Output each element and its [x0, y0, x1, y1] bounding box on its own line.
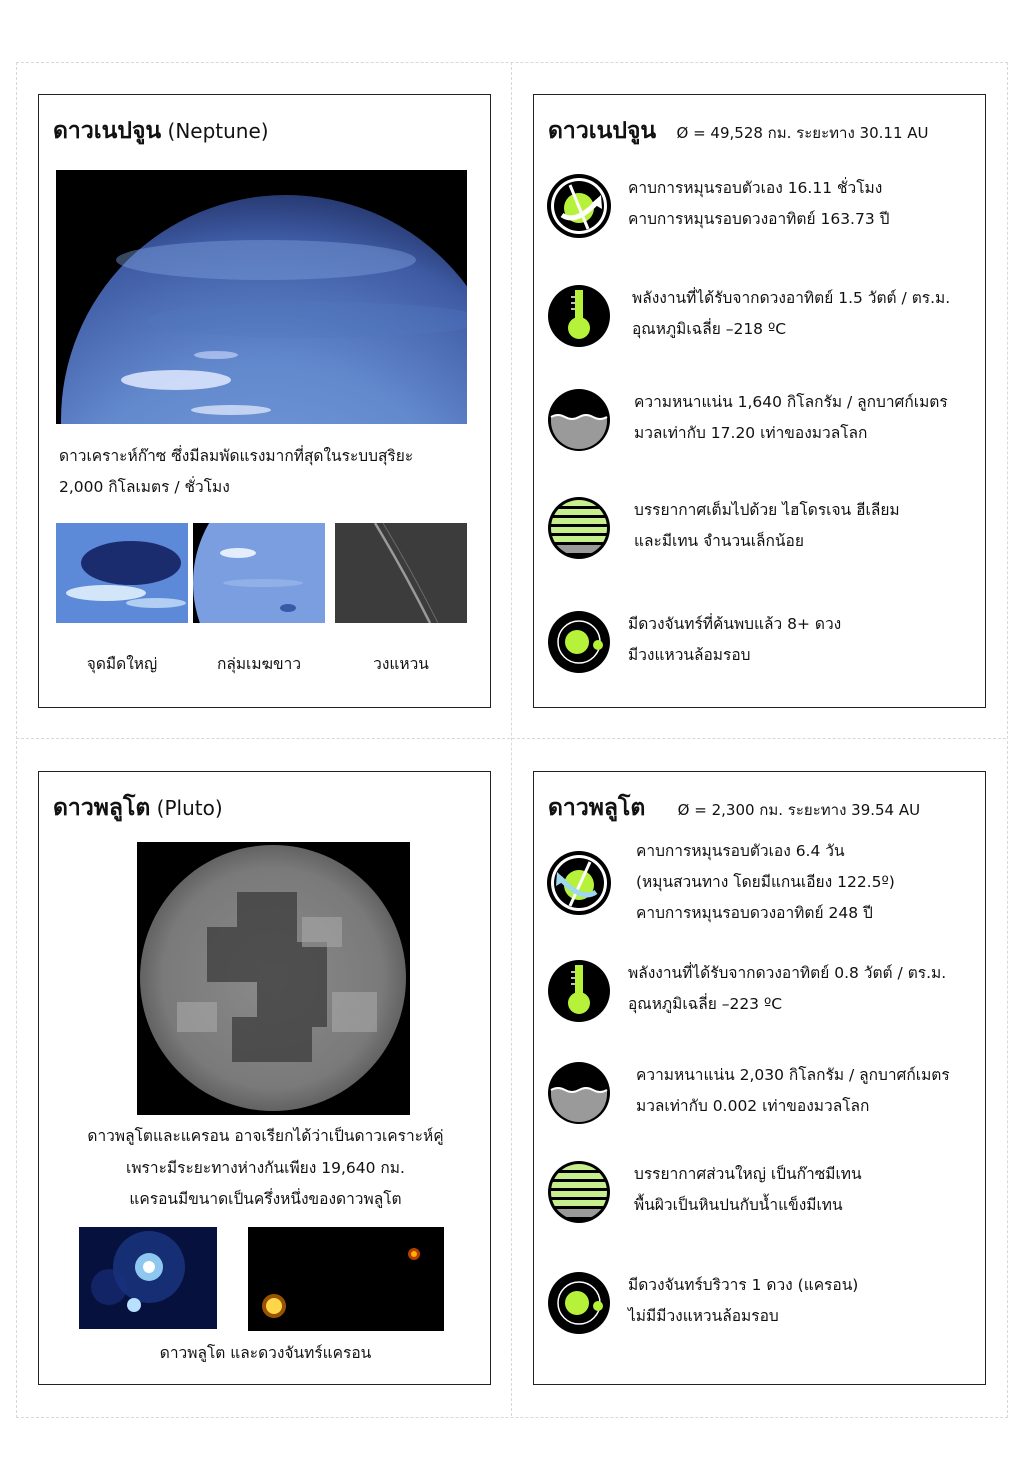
card-title [548, 113, 929, 149]
pluto-main-image [137, 842, 410, 1115]
title-thai: ดาวพลูโต [548, 795, 646, 821]
card-title [53, 113, 269, 149]
white-clouds-image [193, 523, 325, 623]
fact-row [546, 173, 981, 243]
fact-text [634, 1159, 862, 1221]
atmosphere-icon [546, 495, 612, 561]
fact-line: พลังงานที่ได้รับจากดวงอาทิตย์ 1.5 วัตต์ / ตร.ม. [632, 289, 951, 307]
fact-text [628, 609, 841, 671]
neptune-description [59, 441, 413, 503]
pluto-description [39, 1121, 492, 1216]
density-icon [546, 387, 612, 453]
neptune-facts-card [533, 94, 986, 708]
rings-image [335, 523, 467, 623]
fact-line: ไม่มีมีวงแหวนล้อมรอบ [628, 1307, 779, 1325]
fact-text [628, 1270, 858, 1332]
pluto-charon-color-image [248, 1227, 444, 1331]
fact-row [546, 842, 981, 950]
fact-row [546, 1159, 981, 1229]
fact-line: คาบการหมุนรอบดวงอาทิตย์ 248 ปี [636, 904, 873, 922]
fact-line: คาบการหมุนรอบตัวเอง 16.11 ชั่วโมง [628, 179, 883, 197]
desc-line: ดาวพลูโตและแครอน อาจเรียกได้ว่าเป็นดาวเคราะห์คู่ [87, 1127, 444, 1145]
fact-line: คาบการหมุนรอบตัวเอง 6.4 วัน [636, 842, 845, 860]
desc-line: 2,000 กิโลเมตร / ชั่วโมง [59, 478, 230, 496]
fact-row [546, 1060, 981, 1130]
desc-line: แครอนมีขนาดเป็นครึ่งหนึ่งของดาวพลูโต [129, 1190, 402, 1208]
fact-line: อุณหภูมิเฉลี่ย –218 ºC [632, 320, 787, 338]
title-thai: ดาวพลูโต [53, 795, 151, 821]
neptune-main-image [56, 170, 467, 424]
fact-line: พื้นผิวเป็นหินปนกับน้ำแข็งมีเทน [634, 1196, 843, 1214]
thumb-caption: ดาวพลูโต และดวงจันทร์แครอน [159, 1344, 372, 1362]
fact-row [546, 609, 981, 679]
fact-row [546, 387, 981, 457]
fact-line: ความหนาแน่น 2,030 กิโลกรัม / ลูกบาศก์เมตร [636, 1066, 950, 1084]
fact-line: มวลเท่ากับ 17.20 เท่าของมวลโลก [634, 424, 868, 442]
fact-text [636, 1060, 950, 1122]
fact-row [546, 495, 981, 565]
fact-text [634, 387, 948, 449]
fact-row [546, 283, 981, 353]
thermometer-icon [546, 958, 612, 1024]
thumb-caption: จุดมืดใหญ่ [86, 655, 158, 673]
cut-line-horizontal [16, 738, 1006, 739]
fact-line: มีวงแหวนล้อมรอบ [628, 646, 751, 664]
title-thai: ดาวเนปจูน [548, 118, 657, 144]
atmosphere-icon [546, 1159, 612, 1225]
fact-line: บรรยากาศส่วนใหญ่ เป็นก๊าซมีเทน [634, 1165, 862, 1183]
desc-line: เพราะมีระยะทางห่างกันเพียง 19,640 กม. [126, 1158, 405, 1177]
title-english: (Neptune) [167, 119, 269, 143]
neptune-photo-card [38, 94, 491, 708]
pluto-charon-hubble-image [79, 1227, 217, 1329]
fact-text [636, 836, 895, 929]
fact-text [634, 495, 900, 557]
moon-orbit-icon [546, 1270, 612, 1336]
density-icon [546, 1060, 612, 1126]
fact-text [632, 283, 950, 345]
thumb-caption: กลุ่มเมฆขาว [216, 655, 302, 673]
fact-row [546, 958, 981, 1028]
great-dark-spot-image [56, 523, 188, 623]
fact-line: มีดวงจันทร์บริวาร 1 ดวง (แครอน) [628, 1276, 859, 1294]
title-english: (Pluto) [156, 796, 223, 820]
pluto-photo-card [38, 771, 491, 1385]
fact-text [628, 958, 946, 1020]
fact-line: มีดวงจันทร์ที่ค้นพบแล้ว 8+ ดวง [628, 615, 842, 633]
fact-row [546, 1270, 981, 1340]
card-title [548, 790, 920, 826]
size-distance: Ø = 49,528 กม. ระยะทาง 30.11 AU [676, 124, 929, 142]
thumb-caption: วงแหวน [373, 655, 429, 673]
size-distance: Ø = 2,300 กม. ระยะทาง 39.54 AU [677, 801, 921, 819]
fact-line: บรรยากาศเต็มไปด้วย ไฮโดรเจน ฮีเลียม [634, 501, 900, 519]
title-thai: ดาวเนปจูน [53, 118, 162, 144]
card-title [53, 790, 223, 826]
rotation-icon [546, 850, 612, 916]
fact-line: มวลเท่ากับ 0.002 เท่าของมวลโลก [636, 1097, 870, 1115]
fact-line: ความหนาแน่น 1,640 กิโลกรัม / ลูกบาศก์เมตร [634, 393, 948, 411]
moon-orbit-icon [546, 609, 612, 675]
fact-line: พลังงานที่ได้รับจากดวงอาทิตย์ 0.8 วัตต์ / ตร.ม. [628, 964, 947, 982]
thermometer-icon [546, 283, 612, 349]
rotation-icon [546, 173, 612, 239]
pluto-facts-card [533, 771, 986, 1385]
fact-line: คาบการหมุนรอบดวงอาทิตย์ 163.73 ปี [628, 210, 890, 228]
desc-line: ดาวเคราะห์ก๊าซ ซึ่งมีลมพัดแรงมากที่สุดในระบบสุริยะ [59, 447, 414, 465]
fact-line: และมีเทน จำนวนเล็กน้อย [634, 532, 804, 550]
fact-line: (หมุนสวนทาง โดยมีแกนเอียง 122.5º) [636, 873, 895, 891]
fact-line: อุณหภูมิเฉลี่ย –223 ºC [628, 995, 783, 1013]
cut-line-vertical [511, 62, 512, 1416]
fact-text [628, 173, 889, 235]
